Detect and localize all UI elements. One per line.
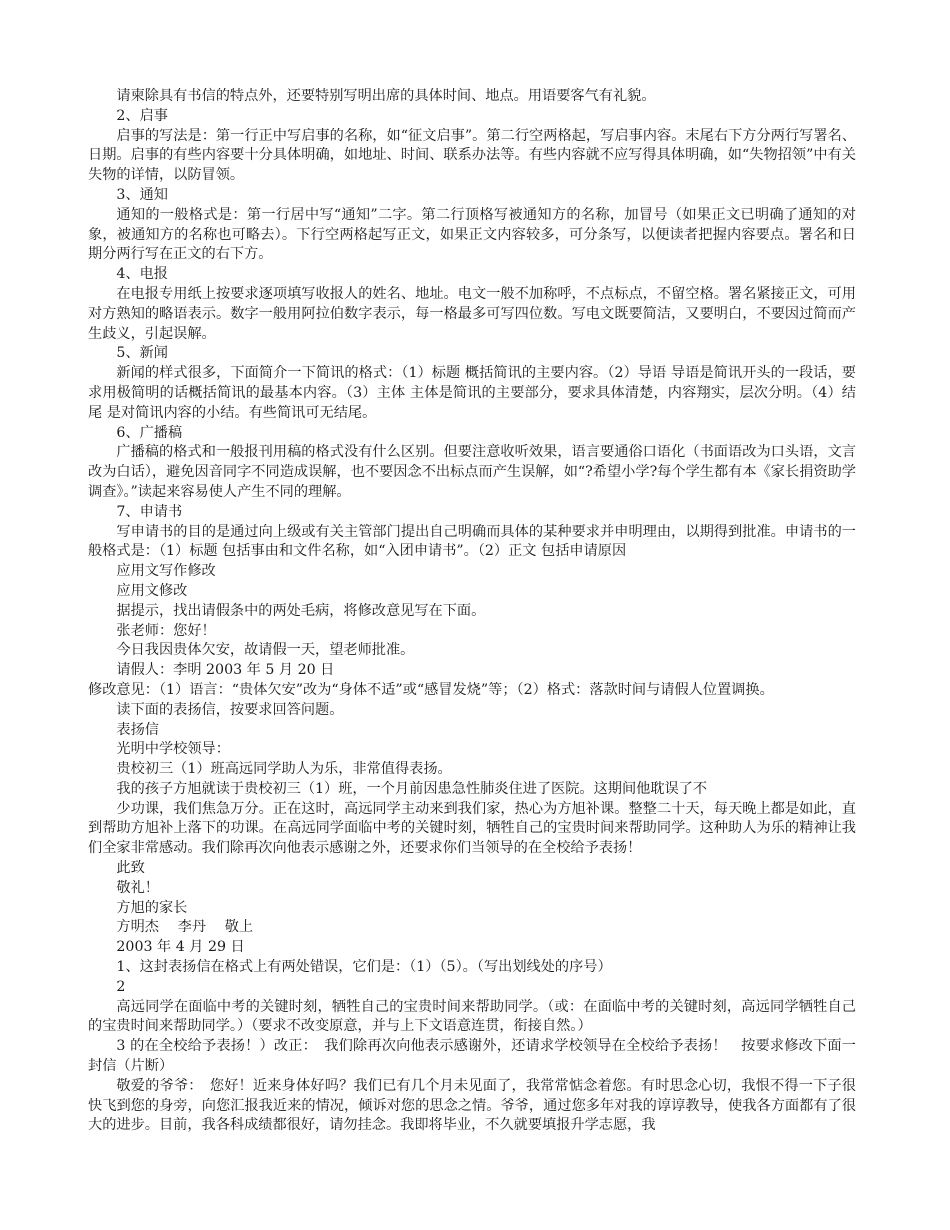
- paragraph: 3、通知: [116, 186, 168, 203]
- paragraph: 敬爱的爷爷： 您好！近来身体好吗？我们已有几个月未见面了，我常常惦念着您。有时思念心切，我恨不得一下子很快飞到您的身旁，向您汇报我近来的情况，倾诉对您的思念之情。爷爷，通过您多年对我的谆谆教导，使我各方面都有了很大的进步。目前，我各科成绩都很好，请勿挂念。我即将毕业，不久就要填报升学志愿，我: [88, 1077, 856, 1134]
- paragraph: 读下面的表扬信，按要求回答问题。: [116, 701, 344, 718]
- paragraph: 通知的一般格式是：第一行居中写“通知”二字。第二行顶格写被通知方的名称，加冒号（如果正文已明确了通知的对象，被通知方的名称也可略去）。下行空两格起写正文，如果正文内容较多，可分条写，以便读者把握内容要点。署名和日期分两行写在正文的右下方。: [88, 206, 856, 263]
- paragraph: 2003 年 4 月 29 日: [116, 939, 245, 956]
- paragraph: 敬礼！: [116, 879, 159, 896]
- paragraph: 张老师：您好！: [116, 622, 216, 639]
- paragraph: 启事的写法是：第一行正中写启事的名称，如“征文启事”。第二行空两格起，写启事内容。末尾右下方分两行写署名、日期。启事的有些内容要十分具体明确，如地址、时间、联系办法等。有些内容就不应写得具体明确，如“失物招领”中有关失物的详情，以防冒领。: [88, 127, 856, 184]
- paragraph: 高远同学在面临中考的关键时刻，牺牲自己的宝贵时间来帮助同学。（或：在面临中考的关键时刻，高远同学牺牲自己的宝贵时间来帮助同学。）（要求不改变原意，并与上下文语意连贯，衔接自然。）: [88, 998, 856, 1035]
- paragraph: 少功课，我们焦急万分。正在这时，高远同学主动来到我们家，热心为方旭补课。整整二十天，每天晚上都是如此，直到帮助方旭补上落下的功课。在高远同学面临中考的关键时刻，牺牲自己的宝贵时间来帮助同学。这种助人为乐的精神让我们全家非常感动。我们除再次向他表示感谢之外，还要求你们当领导的在全校给予表扬！: [88, 800, 856, 857]
- paragraph: 6、广播稿: [116, 424, 183, 441]
- paragraph: 7、申请书: [116, 503, 183, 520]
- paragraph: 表扬信: [116, 721, 159, 738]
- paragraph: 2: [116, 978, 126, 995]
- paragraph: 请柬除具有书信的特点外，还要特别写明出席的具体时间、地点。用语要客气有礼貌。: [116, 88, 656, 104]
- paragraph: 1、这封表扬信在格式上有两处错误，它们是：（1）（5）。（写出划线处的序号）: [116, 959, 612, 976]
- paragraph: 5、新闻: [116, 345, 168, 362]
- paragraph: 应用文写作修改: [116, 563, 216, 580]
- paragraph: 贵校初三（1）班高远同学助人为乐，非常值得表扬。: [116, 761, 452, 778]
- paragraph: 今日我因贵体欠安，故请假一天，望老师批准。: [116, 642, 415, 659]
- document-body: [88, 87, 856, 1136]
- paragraph: 广播稿的格式和一般报刊用稿的格式没有什么区别。但要注意收听效果，语言要通俗口语化（书面语改为口头语，文言改为白话），避免因音同字不同造成误解，也不要因念不出标点而产生误解，如“?希望小学?每个学生都有本《家长捐资助学调查》。”读起来容易使人产生不同的理解。: [88, 444, 856, 500]
- paragraph: 新闻的样式很多，下面简介一下简讯的格式：（1）标题 概括简讯的主要内容。（2）导语 导语是简讯开头的一段话，要求用极简明的话概括简讯的最基本内容。（3）主体 主体是简讯的主要部分，要求具体清楚，内容翔实，层次分明。（4）结尾 是对简讯内容的小结。有些简讯可无结尾。: [88, 365, 856, 421]
- paragraph: 方旭的家长: [116, 899, 188, 916]
- paragraph: 在电报专用纸上按要求逐项填写收报人的姓名、地址。电文一般不加称呼，不点标点，不留空格。署名紧接正文，可用对方熟知的略语表示。数字一般用阿拉伯数字表示，每一格最多可写四位数。写电文既要简洁，又要明白，不要因过简而产生歧义，引起误解。: [88, 285, 856, 342]
- paragraph: 修改意见：（1）语言：“贵体欠安”改为“身体不适”或“感冒发烧”等；（2）格式：落款时间与请假人位置调换。: [88, 681, 774, 698]
- paragraph: 我的孩子方旭就读于贵校初三（1）班，一个月前因患急性肺炎住进了医院。这期间他耽误了不: [116, 780, 708, 797]
- paragraph: 2、启事: [116, 107, 168, 124]
- paragraph: 请假人：李明 2003 年 5 月 20 日: [116, 662, 335, 679]
- paragraph: 4、电报: [116, 266, 168, 283]
- paragraph: 3 的在全校给予表扬！）改正： 我们除再次向他表示感谢外，还请求学校领导在全校给予表扬！ 按要求修改下面一封信（片断）: [88, 1038, 856, 1075]
- paragraph: 方明杰 李丹 敬上: [116, 919, 254, 936]
- paragraph: 应用文修改: [116, 582, 188, 599]
- paragraph: 写申请书的目的是通过向上级或有关主管部门提出自己明确而具体的某种要求并申明理由，以期得到批准。申请书的一般格式是：（1）标题 包括事由和文件名称，如“入团申请书”。（2）正文 包括申请原因: [88, 523, 856, 560]
- paragraph: 此致: [116, 860, 145, 877]
- paragraph: 光明中学校领导：: [116, 741, 230, 758]
- paragraph: 据提示，找出请假条中的两处毛病，将修改意见写在下面。: [116, 602, 486, 619]
